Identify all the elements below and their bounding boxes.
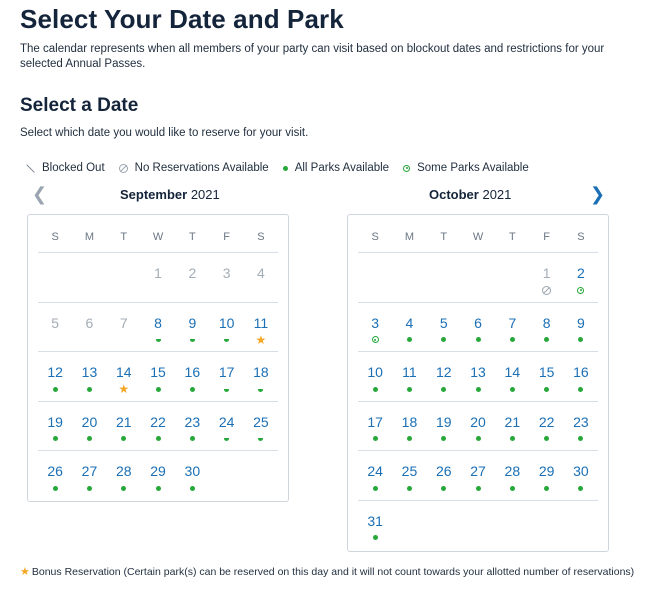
calendar-day[interactable] [495,451,529,500]
day-number: 24 [367,463,383,479]
day-number: 25 [401,463,418,479]
calendar-day[interactable] [72,352,106,401]
green-dot-icon [564,335,598,345]
legend-label: Blocked Out [42,162,105,174]
calendar-day[interactable] [564,451,598,500]
legend-blocked-out [26,162,105,174]
day-number: 19 [435,413,452,430]
weekday-label: F [223,231,230,243]
day-number: 17 [218,364,235,380]
green-dot-icon [495,434,529,444]
day-number: 30 [573,463,589,479]
day-number: 24 [218,413,235,430]
legend-label: No Reservations Available [134,162,269,174]
day-number: 2 [188,265,197,281]
calendar-week-row [358,501,598,551]
calendar-day[interactable] [427,352,461,401]
day-number: 14 [504,364,521,380]
calendar-day[interactable] [461,451,495,500]
calendar-day [72,303,106,352]
calendar-day[interactable] [564,303,598,352]
green-dot-icon [495,384,529,394]
day-number: 25 [253,413,269,430]
calendar-day[interactable] [358,451,392,500]
day-number: 18 [401,413,418,430]
calendar-day[interactable] [427,451,461,500]
legend-all-parks [283,162,389,174]
weekday-header-row [38,215,278,253]
calendar-day[interactable] [107,352,141,401]
green-dot-icon [427,434,461,444]
half-green-dot-icon [209,335,243,345]
weekday-label: M [84,231,95,243]
calendar-day[interactable] [495,303,529,352]
page-title: Select Your Date and Park [20,4,344,34]
calendar-day[interactable] [427,303,461,352]
green-dot-icon [392,434,426,444]
calendar-day[interactable] [175,303,209,352]
half-green-dot-icon [244,384,278,394]
month-title-october: October 2021 [429,187,512,202]
day-number: 13 [81,364,98,380]
calendar-week-row [38,402,278,452]
calendar-day[interactable] [529,402,563,451]
calendar-empty-cell [461,501,495,551]
previous-month-button[interactable]: ❮ [32,184,48,204]
calendar-week-row [358,253,598,303]
green-dot-icon [564,384,598,394]
day-number: 23 [573,413,589,430]
calendar-day[interactable] [38,352,72,401]
day-number: 6 [474,314,482,331]
calendar-day[interactable] [141,352,175,401]
day-number: 8 [542,314,551,331]
day-number: 20 [470,413,486,430]
day-number: 10 [218,314,235,331]
calendar-day[interactable] [529,451,563,500]
legend-some-parks [403,162,529,174]
calendar-day[interactable] [244,303,278,352]
green-dot-icon [175,483,209,493]
calendar-empty-cell [209,451,243,501]
weekday-label: T [508,231,516,243]
calendar-day [175,253,209,302]
half-green-dot-icon [209,384,243,394]
calendar-day[interactable] [529,303,563,352]
day-number: 13 [470,364,486,380]
section-description: Select which date you would like to reserve for your visit. [20,127,309,139]
green-dot-icon [564,483,598,493]
weekday-label: S [51,231,59,243]
calendar-day[interactable] [564,253,598,302]
bonus-footnote [20,566,634,578]
calendar-day[interactable] [175,402,209,451]
green-dot-icon [141,483,175,493]
calendar-day[interactable] [427,402,461,451]
day-number: 11 [402,364,417,380]
calendar-day [141,253,175,302]
day-number: 16 [573,364,589,380]
weekday-label: W [152,231,164,243]
day-number: 7 [119,314,128,331]
green-dot-icon [495,483,529,493]
green-dot-icon [529,434,563,444]
calendar-empty-cell [495,501,529,551]
calendar-day[interactable] [392,451,426,500]
day-number: 11 [253,314,269,331]
calendar-day[interactable] [141,303,175,352]
green-dot-icon [72,384,106,394]
calendar-day[interactable] [141,451,175,501]
calendar-day[interactable] [564,352,598,401]
day-number: 1 [154,265,162,281]
half-green-dot-icon [244,434,278,444]
calendar-day[interactable] [107,402,141,451]
calendar-day [209,253,243,302]
no-reservation-icon [529,285,563,295]
legend-no-reservations [119,162,269,174]
month-title-september: September 2021 [120,187,220,202]
star-icon: ★ [118,382,130,396]
day-number: 2 [577,265,585,281]
day-number: 22 [538,413,555,430]
green-dot-icon [107,483,141,493]
green-dot-icon [461,384,495,394]
calendar-day[interactable] [358,352,392,401]
calendar-week-row [38,253,278,303]
day-number: 1 [542,265,551,281]
no-reservation-icon [119,164,128,173]
calendar-day[interactable] [107,451,141,501]
green-dot-icon [427,483,461,493]
green-dot-icon [38,434,72,444]
green-dot-icon [529,335,563,345]
calendar-day[interactable] [72,451,106,501]
day-number: 9 [188,314,197,331]
calendar-empty-cell [529,501,563,551]
slash-icon [26,164,35,173]
calendar-day[interactable] [141,402,175,451]
day-number: 26 [47,463,63,479]
green-dot-icon [141,434,175,444]
green-dot-icon [358,434,392,444]
calendar-empty-cell [461,253,495,302]
day-number: 7 [508,314,517,331]
calendar-day[interactable] [392,303,426,352]
calendar-day[interactable] [209,303,243,352]
day-number: 9 [577,314,585,331]
calendar-empty-cell [38,253,72,302]
calendar-day[interactable] [209,402,243,451]
calendar-day [529,253,563,302]
day-number: 6 [85,314,94,331]
half-green-dot-icon [175,335,209,345]
calendar-week-row [38,303,278,353]
green-dot-icon [283,166,288,171]
calendar-day[interactable] [461,303,495,352]
calendar-grid [38,215,278,501]
day-number: 12 [435,364,452,380]
day-number: 12 [47,364,63,380]
green-dot-icon [461,335,495,345]
day-number: 20 [81,413,98,430]
day-number: 16 [184,364,201,380]
weekday-label: M [404,231,415,243]
calendar-day[interactable] [175,451,209,501]
calendar-day[interactable] [38,402,72,451]
calendar-day [244,253,278,302]
green-dot-icon [358,533,392,543]
calendar-day [38,303,72,352]
day-number: 4 [405,314,414,331]
green-dot-icon [392,483,426,493]
weekday-label: S [371,231,379,243]
weekday-label: F [543,231,550,243]
calendar-week-row [358,352,598,402]
calendar-day[interactable] [461,352,495,401]
day-number: 3 [371,314,380,331]
half-green-dot-icon [141,335,175,345]
weekday-header-row [358,215,598,253]
calendar-day[interactable] [529,352,563,401]
green-dot-icon [529,483,563,493]
green-dot-icon [461,483,495,493]
calendar-day[interactable] [244,352,278,401]
calendar-week-row [358,451,598,501]
calendar-empty-cell [392,501,426,551]
day-number: 15 [150,364,166,380]
day-number: 31 [367,512,383,529]
day-number: 28 [504,463,521,479]
day-number: 15 [538,364,555,380]
green-ring-icon [564,285,598,295]
day-number: 29 [150,463,166,479]
green-dot-icon [175,434,209,444]
next-month-button[interactable]: ❯ [590,184,606,204]
weekday-label: W [472,231,484,243]
footnote-text: Bonus Reservation (Certain park(s) can be reserved on this day and it will not count towards your allotted number of reservations) [31,566,635,578]
day-number: 27 [470,463,486,479]
weekday-label: S [577,231,585,243]
calendar-day[interactable] [175,352,209,401]
green-ring-icon [403,165,410,172]
calendar-empty-cell [107,253,141,302]
green-dot-icon [38,483,72,493]
calendar-empty-cell [244,451,278,501]
day-number: 22 [150,413,166,430]
day-number: 17 [367,413,383,430]
half-green-dot-icon [209,434,243,444]
calendar-day [107,303,141,352]
weekday-label: S [257,231,265,243]
day-number: 28 [115,463,132,479]
calendar-day[interactable] [358,501,392,551]
calendar-day[interactable] [392,352,426,401]
section-title: Select a Date [20,95,139,116]
green-dot-icon [107,434,141,444]
day-number: 4 [257,265,265,281]
green-dot-icon [495,335,529,345]
calendar-day[interactable] [72,402,106,451]
calendar-empty-cell [358,253,392,302]
day-number: 10 [367,364,383,380]
green-dot-icon [141,384,175,394]
day-number: 27 [81,463,98,479]
day-number: 23 [184,413,201,430]
calendar-day[interactable] [358,303,392,352]
calendar-empty-cell [427,253,461,302]
day-number: 29 [538,463,555,479]
green-dot-icon [427,335,461,345]
calendar-day[interactable] [209,352,243,401]
calendar-week-row [358,303,598,353]
green-dot-icon [564,434,598,444]
legend-label: All Parks Available [294,162,390,174]
green-dot-icon [358,483,392,493]
calendar-empty-cell [392,253,426,302]
day-number: 5 [51,314,60,331]
day-number: 21 [115,413,132,430]
calendar-week-row [38,451,278,501]
calendar-week-row [358,402,598,452]
calendar-day[interactable] [495,352,529,401]
green-dot-icon [529,384,563,394]
calendar-day[interactable] [495,402,529,451]
calendar-empty-cell [495,253,529,302]
day-number: 14 [115,364,132,380]
day-number: 8 [154,314,162,331]
day-number: 30 [184,463,201,479]
day-number: 5 [439,314,448,331]
legend-label: Some Parks Available [417,162,529,174]
day-number: 21 [504,413,521,430]
calendar-week-row [38,352,278,402]
calendar-empty-cell [72,253,106,302]
star-icon: ★ [255,332,267,347]
day-number: 3 [222,265,231,281]
weekday-label: T [188,231,196,243]
green-dot-icon [38,384,72,394]
calendar-day[interactable] [38,451,72,501]
weekday-label: T [120,231,128,243]
calendar-day[interactable] [244,402,278,451]
star-icon: ★ [20,566,30,578]
day-number: 19 [47,413,63,430]
day-number: 26 [435,463,452,479]
green-dot-icon [358,384,392,394]
weekday-label: T [440,231,448,243]
calendar-grid [358,215,598,550]
calendar-october [347,214,609,552]
calendar-day[interactable] [564,402,598,451]
green-dot-icon [175,384,209,394]
calendar-day[interactable] [392,402,426,451]
green-ring-icon [358,335,392,345]
legend [26,162,543,174]
calendar-september [27,214,289,502]
green-dot-icon [461,434,495,444]
calendar-empty-cell [427,501,461,551]
green-dot-icon [392,384,426,394]
green-dot-icon [72,434,106,444]
day-number: 18 [253,364,269,380]
green-dot-icon [427,384,461,394]
calendar-day[interactable] [358,402,392,451]
green-dot-icon [72,483,106,493]
page-intro: The calendar represents when all members of your party can visit based on blockout dates and restrictions for your selected Annual Passes. [20,43,605,70]
calendar-day[interactable] [461,402,495,451]
calendar-empty-cell [564,501,598,551]
green-dot-icon [392,335,426,345]
